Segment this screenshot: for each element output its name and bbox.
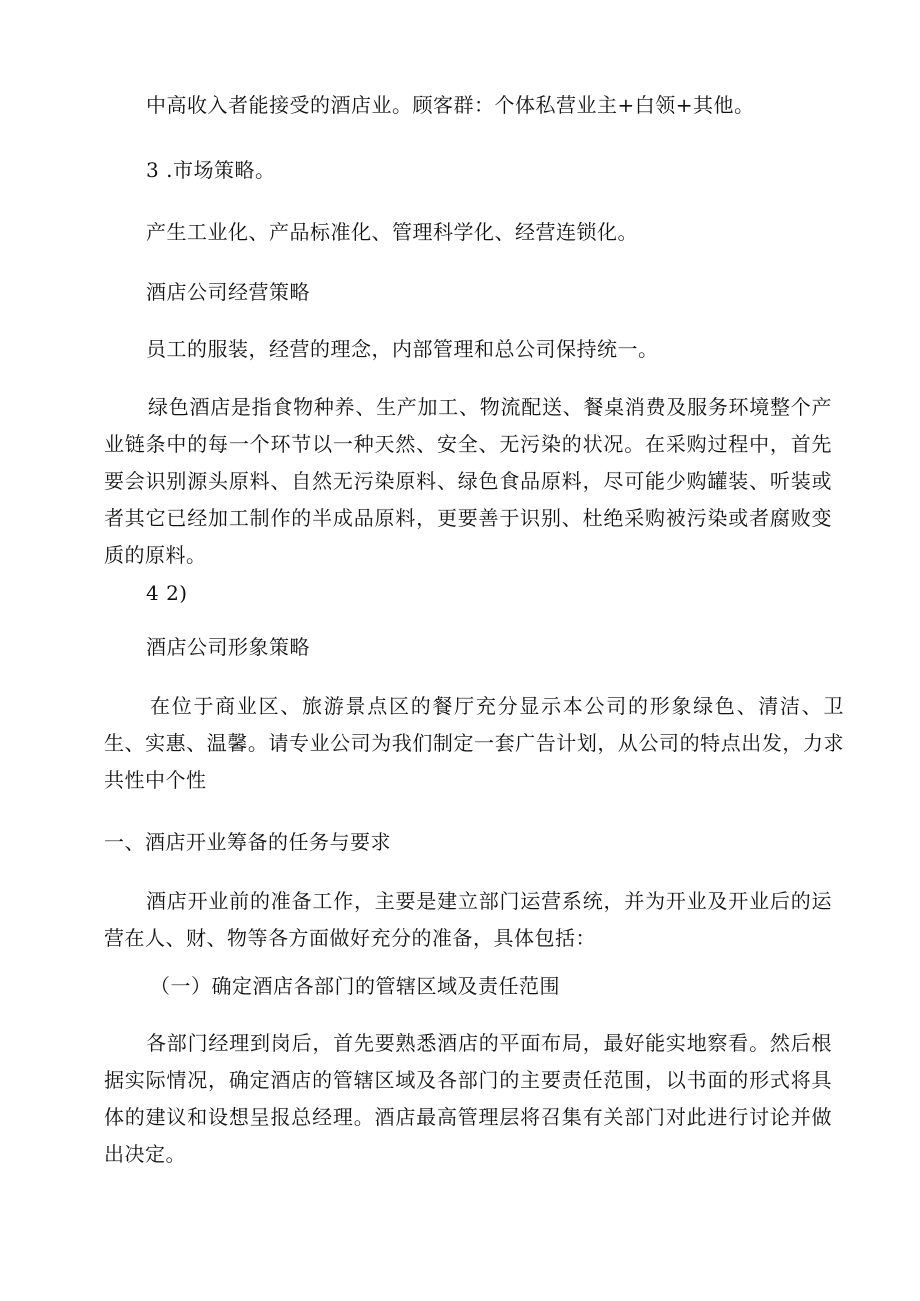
heading-operation-strategy: 酒店公司经营策略 bbox=[146, 280, 310, 304]
paragraph-image-display: 在位于商业区、旅游景点区的餐厅充分显示本公司的形象绿色、清洁、卫生、实惠、温馨。请专业公司为我们制定一套广告计划，从公司的特点出发，力求共性中个性 bbox=[104, 694, 844, 792]
heading-department-areas: （一）确定酒店各部门的管辖区域及责任范围 bbox=[150, 974, 560, 998]
paragraph-unified-management: 员工的服装，经营的理念，内部管理和总公司保持统一。 bbox=[146, 337, 659, 361]
heading-section-4-2: 4 2) bbox=[146, 581, 188, 605]
paragraph-green-hotel: 绿色酒店是指食物种养、生产加工、物流配送、餐桌消费及服务环境整个产业链条中的每一个环节以一种天然、安全、无污染的状况。在采购过程中，首先要会识别源头原料、自然无污染原料、绿色食品原料，尽可能少购罐装、听装或者其它已经加工制作的半成品原料，更要善于识别、杜绝采购被污染或者腐败变质的原料。 bbox=[104, 395, 832, 567]
heading-opening-preparation: 一、酒店开业筹备的任务与要求 bbox=[104, 830, 391, 854]
paragraph-preparation-work: 酒店开业前的准备工作，主要是建立部门运营系统，并为开业及开业后的运营在人、财、物等各方面做好充分的准备，具体包括： bbox=[104, 889, 832, 950]
heading-market-strategy: 3 .市场策略。 bbox=[146, 158, 276, 182]
paragraph-target-customers: 中高收入者能接受的酒店业。顾客群：个体私营业主+白领+其他。 bbox=[146, 93, 755, 117]
paragraph-department-managers: 各部门经理到岗后，首先要熟悉酒店的平面布局，最好能实地察看。然后根据实际情况，确定酒店的管辖区域及各部门的主要责任范围，以书面的形式将具体的建议和设想呈报总经理。酒店最高管理层将召集有关部门对此进行讨论并做出决定。 bbox=[104, 1031, 832, 1166]
paragraph-industrialization: 产生工业化、产品标准化、管理科学化、经营连锁化。 bbox=[146, 220, 638, 244]
heading-image-strategy: 酒店公司形象策略 bbox=[146, 635, 310, 659]
